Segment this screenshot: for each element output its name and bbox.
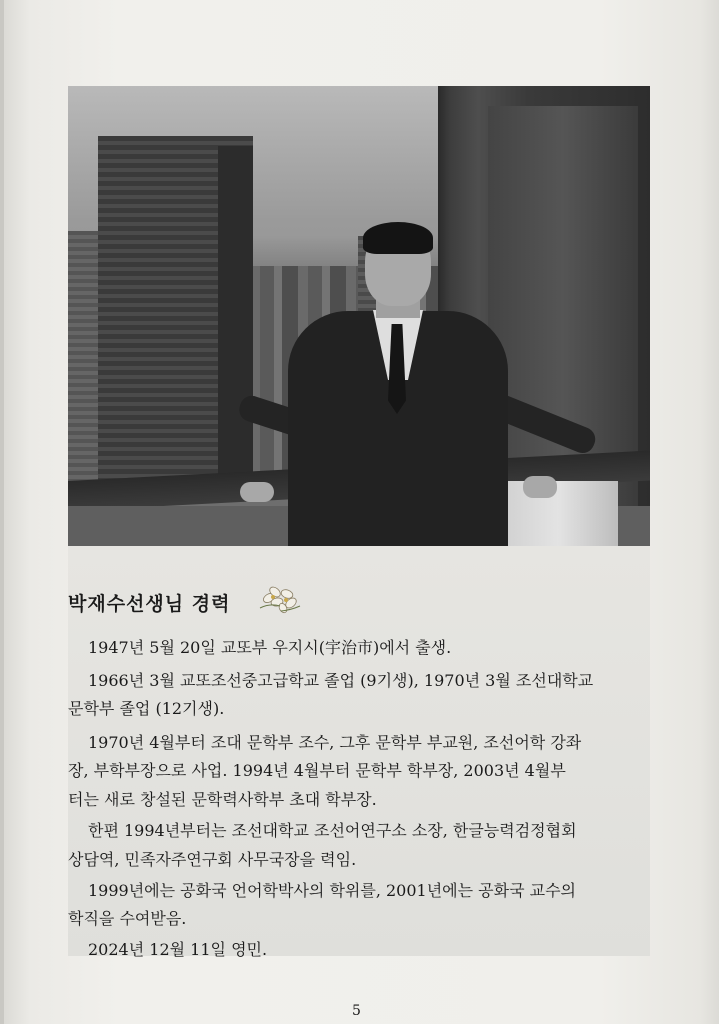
bio-line-1: 1947년 5월 20일 교또부 우지시(宇治市)에서 출생. bbox=[88, 638, 452, 657]
photo-curtain bbox=[498, 481, 618, 546]
photo-hair bbox=[363, 222, 433, 254]
bio-line-3: 문학부 졸업 (12기생). bbox=[68, 699, 225, 718]
bio-line-4: 1970년 4월부터 조대 문학부 조수, 그후 문학부 부교원, 조선어학 강좌 bbox=[88, 733, 582, 752]
page-number: 5 bbox=[352, 1003, 361, 1019]
photo-hand bbox=[240, 482, 274, 502]
section-heading: 박재수선생님 경력 bbox=[68, 593, 231, 615]
page-edge bbox=[0, 0, 4, 1024]
bio-line-10: 학직을 수여받음. bbox=[68, 909, 187, 928]
bio-line-7: 한편 1994년부터는 조선대학교 조선어연구소 소장, 한글능력검정협회 bbox=[88, 821, 577, 840]
bio-line-9: 1999년에는 공화국 언어학박사의 학위를, 2001년에는 공화국 교수의 bbox=[88, 881, 576, 900]
flower-icon bbox=[255, 578, 305, 618]
bio-line-6: 터는 새로 창설된 문학력사학부 초대 학부장. bbox=[68, 790, 377, 809]
portrait-photo bbox=[68, 86, 650, 546]
bio-line-11: 2024년 12월 11일 영민. bbox=[88, 940, 268, 959]
photo-hand bbox=[523, 476, 557, 498]
bio-line-2: 1966년 3월 교또조선중고급학교 졸업 (9기생), 1970년 3월 조선대학교 bbox=[88, 671, 594, 690]
photo-tower-side bbox=[218, 146, 253, 481]
photo-building bbox=[68, 231, 100, 481]
bio-line-8: 상담역, 민족자주연구회 사무국장을 력임. bbox=[68, 850, 357, 869]
bio-line-5: 장, 부학부장으로 사업. 1994년 4월부터 문학부 학부장, 2003년 4월부 bbox=[68, 761, 566, 780]
